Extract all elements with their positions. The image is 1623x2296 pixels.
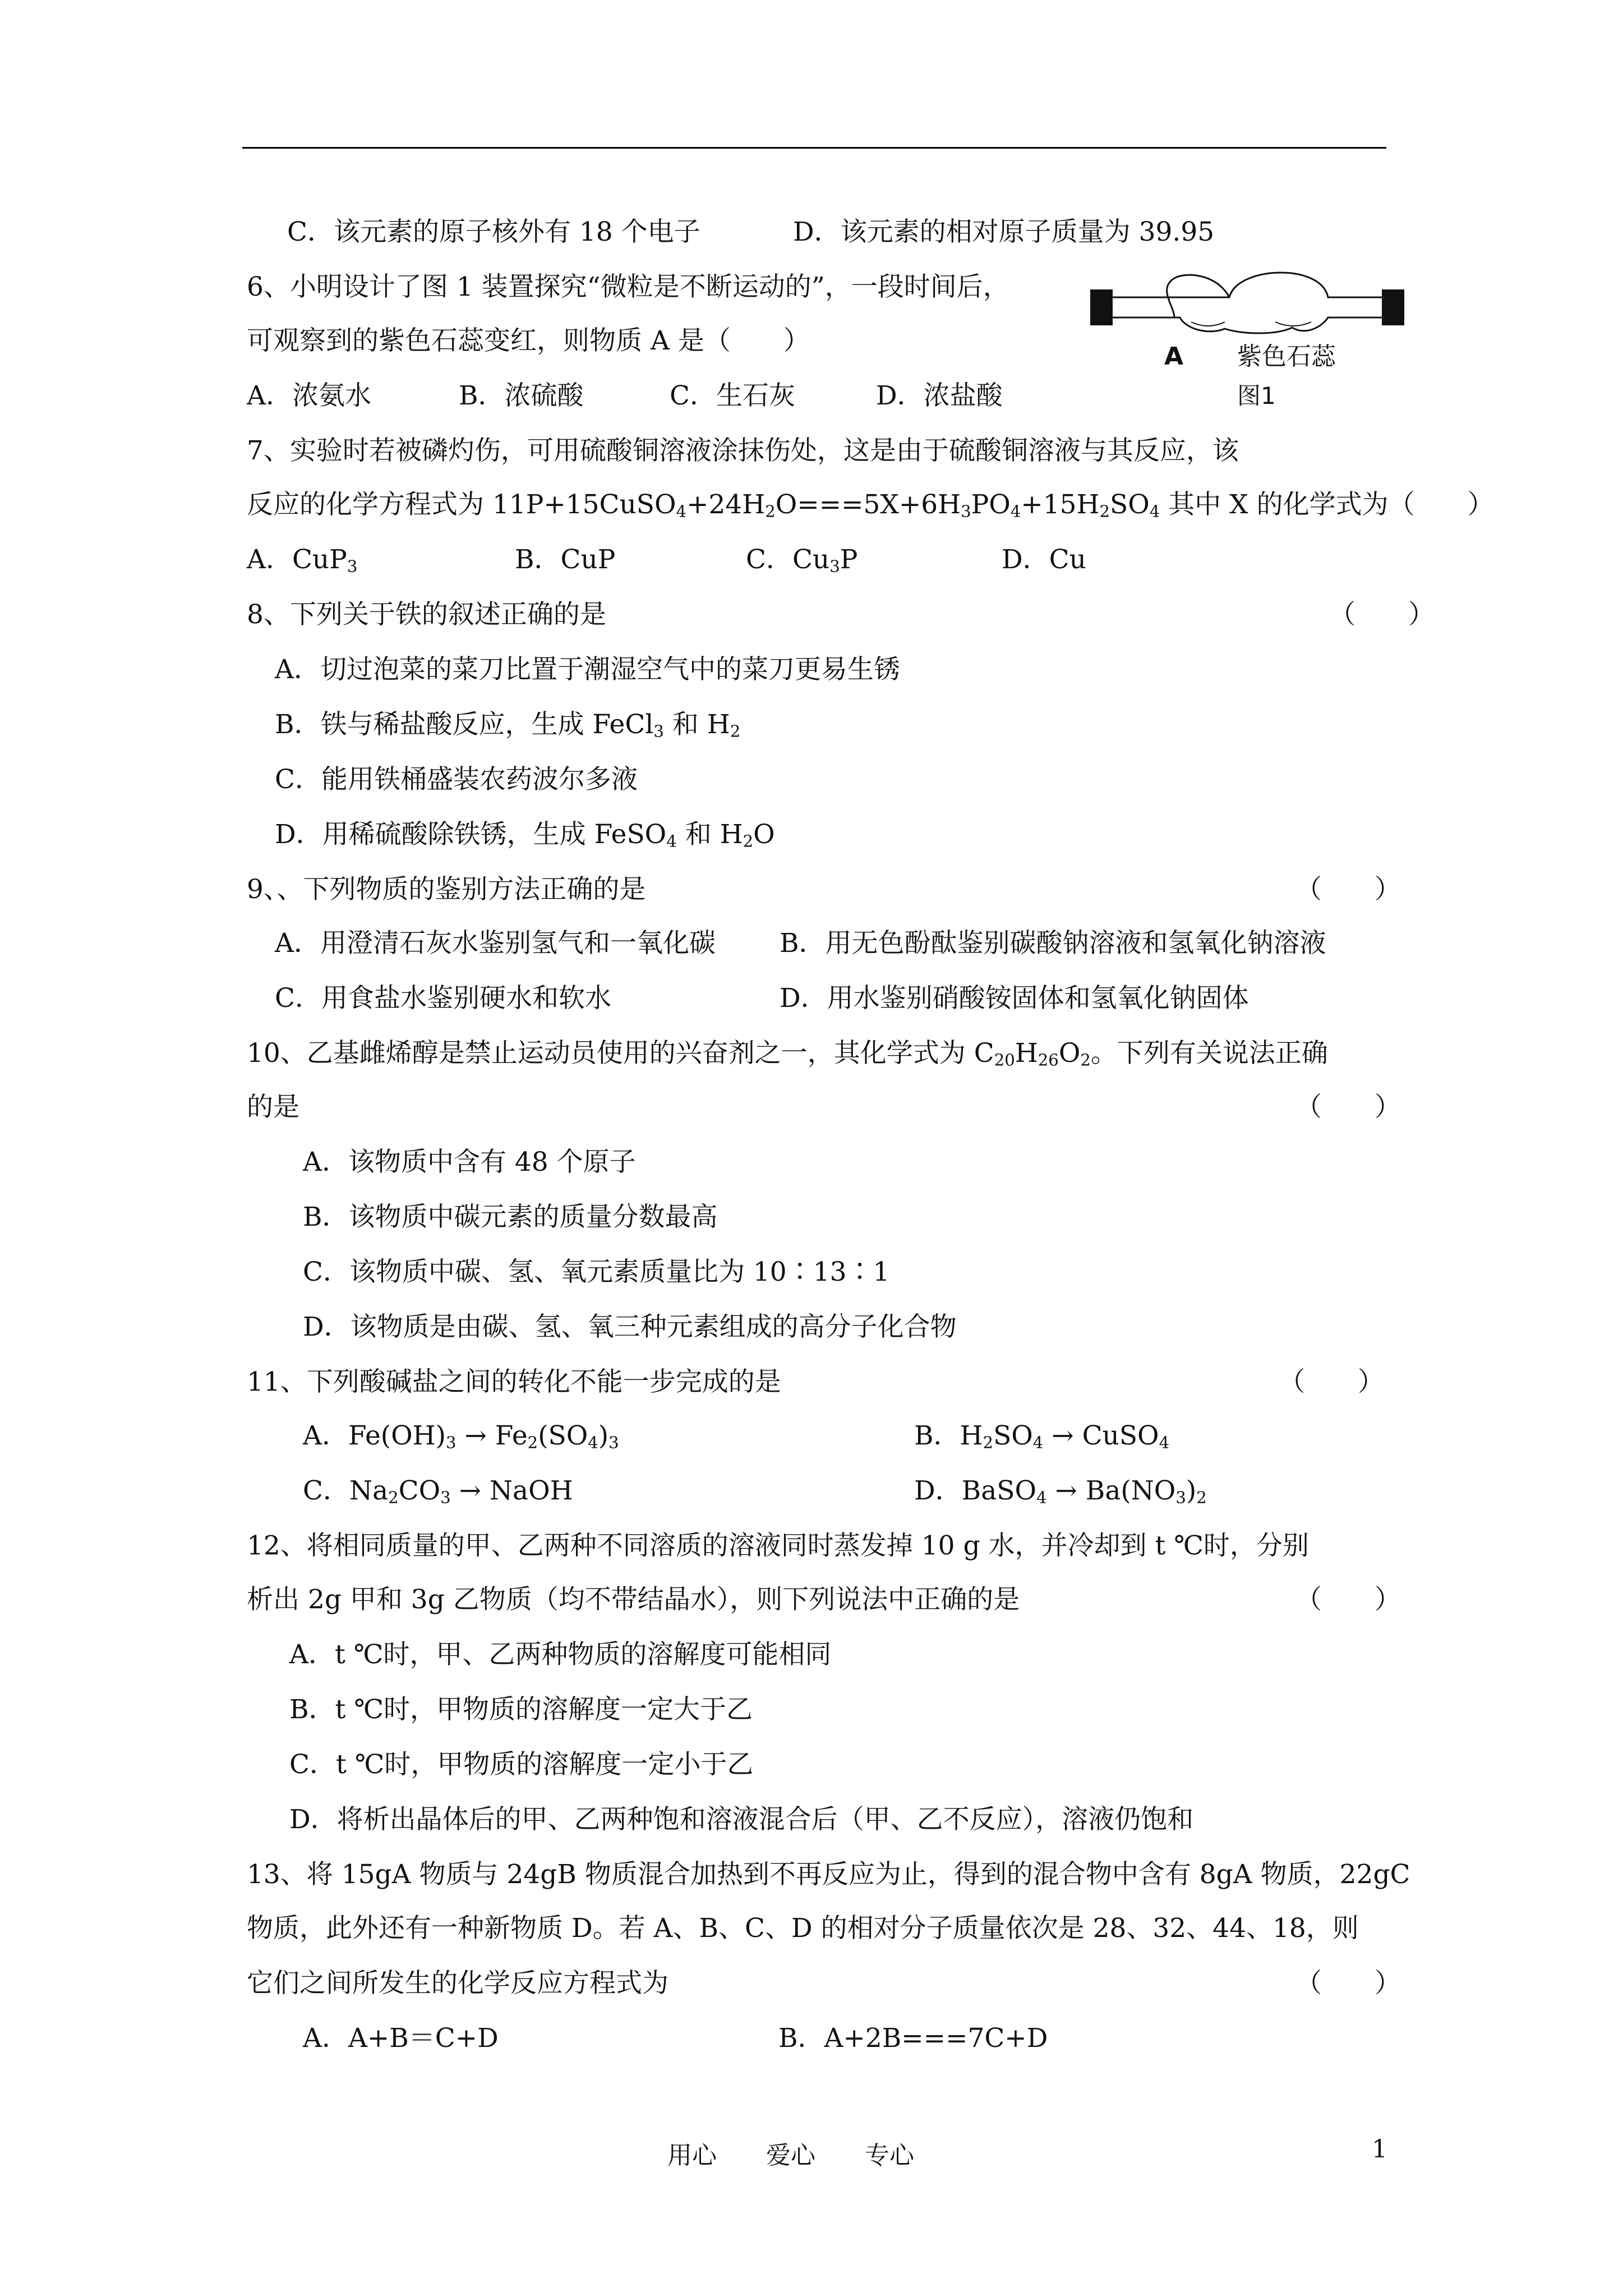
figure-label-litmus: 紫色石蕊 (1237, 342, 1336, 371)
q11-option-c: C．$Na_2CO_3$ → NaOH (303, 1475, 573, 1507)
footer-motto: 用心 爱心 专心 (667, 2141, 914, 2170)
figure-label-a: A (1164, 342, 1184, 371)
q7-option-d: D．Cu (1002, 544, 1086, 575)
q7-option-c: C．$Cu_3P$ (746, 544, 858, 576)
left-bulb (1167, 275, 1229, 318)
q13-stem-line2: 物质，此外还有一种新物质 D。若 A、B、C、D 的相对分子质量依次是 28、32、44、18，则 (247, 1913, 1359, 1944)
q11-option-a: A．$Fe(OH)_3 \to Fe_2(SO_4)_3$ (303, 1420, 619, 1452)
q8-option-b: B．铁与稀盐酸反应，生成 FeCl$_3$ 和 $H_2$ (275, 709, 741, 741)
q8-stem: 8、下列关于铁的叙述正确的是 (247, 599, 606, 630)
q10-stem-line2: 的是 (247, 1092, 299, 1122)
q13-option-a: A．A+B＝C+D (303, 2023, 499, 2054)
right-stopper (1382, 289, 1404, 325)
q11-stem: 11、下列酸碱盐之间的转化不能一步完成的是 (247, 1366, 781, 1397)
figure-1-apparatus (1090, 261, 1404, 413)
q13-stem-line1: 13、将 15gA 物质与 24gB 物质混合加热到不再反应为止，得到的混合物中含有 8gA 物质，22gC (247, 1859, 1410, 1890)
q10-stem-line1: 10、乙基雌烯醇是禁止运动员使用的兴奋剂之一，其化学式为 $C_{20}H_{26}O_2$。下列有关说法正确 (247, 1038, 1328, 1070)
litmus-liquid (1275, 322, 1311, 326)
q10-answer-paren: （ ） (1295, 1092, 1401, 1122)
q11-option-b: B．$H_2SO_4$ → CuSO$_4$ (914, 1420, 1170, 1452)
q6-stem-line2: 可观察到的紫色石蕊变红，则物质 A 是（ ） (247, 325, 810, 356)
q7-stem-line2: 反应的化学方程式为 $11P+15CuSO_4+24H_2O===5X+6H_3PO_4+15H_2SO_4$ 其中 X 的化学式为（ ） (247, 489, 1494, 521)
q10-option-b: B．该物质中碳元素的质量分数最高 (303, 1202, 718, 1232)
tube-bottom-edge (1113, 318, 1382, 333)
q8-answer-paren: （ ） (1329, 599, 1435, 630)
q7-stem-line1: 7、实验时若被磷灼伤，可用硫酸铜溶液涂抹伤处，这是由于硫酸铜溶液与其反应，该 (247, 435, 1239, 466)
q12-option-a: A．t ℃时，甲、乙两种物质的溶解度可能相同 (289, 1639, 832, 1670)
left-stopper (1090, 289, 1113, 325)
substance-a-liquid (1191, 322, 1225, 326)
q8-option-c: C．能用铁桶盛装农药波尔多液 (275, 764, 638, 795)
q12-option-d: D．将析出晶体后的甲、乙两种饱和溶液混合后（甲、乙不反应），溶液仍饱和 (289, 1804, 1194, 1835)
q9-option-d: D．用水鉴别硝酸铵固体和氢氧化钠固体 (780, 983, 1249, 1014)
q10-option-c: C．该物质中碳、氢、氧元素质量比为 10∶13∶1 (303, 1257, 890, 1287)
q13-answer-paren: （ ） (1295, 1968, 1401, 1999)
header-rule (242, 147, 1386, 149)
q9-option-a: A．用澄清石灰水鉴别氢气和一氧化碳 (275, 928, 716, 959)
tube-top-edge (1113, 273, 1382, 297)
q10-option-d: D．该物质是由碳、氢、氧三种元素组成的高分子化合物 (303, 1312, 957, 1342)
q12-option-b: B．t ℃时，甲物质的溶解度一定大于乙 (289, 1694, 753, 1725)
q6-option-b: B．浓硫酸 (459, 380, 584, 411)
q12-option-c: C．t ℃时，甲物质的溶解度一定小于乙 (289, 1749, 754, 1780)
q5-option-c: C．该元素的原子核外有 18 个电子 (287, 217, 700, 247)
q8-option-d: D．用稀硫酸除铁锈，生成 FeSO$_4$ 和 $H_2O$ (275, 819, 775, 851)
q7-option-b: B．CuP (515, 544, 616, 575)
q11-option-d: D．BaSO$_4$ → $Ba(NO_3)_2$ (914, 1475, 1207, 1507)
q8-option-a: A．切过泡菜的菜刀比置于潮湿空气中的菜刀更易生锈 (275, 654, 900, 685)
q5-option-d: D．该元素的相对原子质量为 39.95 (793, 217, 1215, 247)
q9-answer-paren: （ ） (1295, 874, 1401, 905)
q9-stem: 9、、下列物质的鉴别方法正确的是 (247, 874, 646, 905)
q12-stem-line1: 12、将相同质量的甲、乙两种不同溶质的溶液同时蒸发掉 10 g 水，并冷却到 t ℃时，分别 (247, 1530, 1309, 1561)
q11-answer-paren: （ ） (1279, 1366, 1384, 1397)
q10-option-a: A．该物质中含有 48 个原子 (303, 1147, 636, 1177)
q9-option-b: B．用无色酚酞鉴别碳酸钠溶液和氢氧化钠溶液 (780, 928, 1326, 959)
page-number: 1 (1372, 2135, 1387, 2164)
q6-option-a: A．浓氨水 (247, 380, 371, 411)
q12-stem-line2: 析出 2g 甲和 3g 乙物质（均不带结晶水），则下列说法中正确的是 (247, 1584, 1020, 1615)
q12-answer-paren: （ ） (1295, 1584, 1401, 1615)
q13-option-b: B．A+2B===7C+D (778, 2023, 1048, 2054)
q7-option-a: A．CuP$_3$ (247, 544, 358, 576)
q9-option-c: C．用食盐水鉴别硬水和软水 (275, 983, 611, 1014)
q6-option-c: C．生石灰 (670, 380, 795, 411)
q6-stem-line1: 6、小明设计了图 1 装置探究“微粒是不断运动的”，一段时间后， (247, 272, 1009, 302)
q6-option-d: D．浓盐酸 (876, 380, 1003, 411)
figure-caption: 图1 (1237, 382, 1276, 409)
q13-stem-line3: 它们之间所发生的化学反应方程式为 (247, 1968, 668, 1999)
